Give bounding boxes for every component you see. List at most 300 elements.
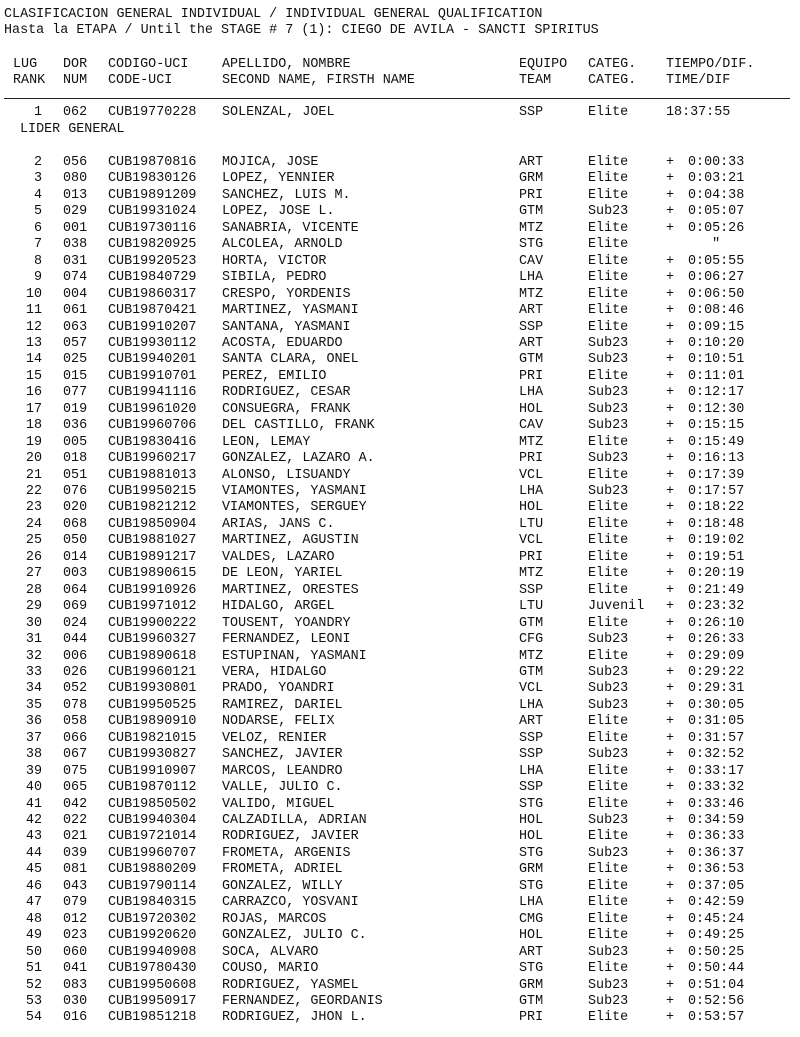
team: LHA <box>519 697 544 713</box>
uci-code: CUB19881013 <box>108 467 197 483</box>
bib-number: 012 <box>63 911 88 927</box>
team: HOL <box>519 401 544 417</box>
gap-plus-sign: + <box>666 648 675 664</box>
time-gap <box>666 698 744 715</box>
gap-plus-sign: + <box>666 253 675 269</box>
gap-plus-sign: + <box>666 730 675 746</box>
time-gap <box>666 320 744 337</box>
rider-name: LEON, LEMAY <box>222 434 311 450</box>
gap-plus-sign: + <box>666 270 675 286</box>
time-gap <box>666 566 744 583</box>
category: Elite <box>588 780 629 796</box>
gap-plus-sign: + <box>666 582 675 598</box>
rank: 35 <box>25 697 42 713</box>
time-gap <box>666 254 744 271</box>
bib-number: 042 <box>63 796 88 812</box>
column-header-row-es <box>0 57 800 73</box>
gap-value: 0:50:25 <box>688 944 745 960</box>
rider-name: ESTUPINAN, YASMANI <box>222 648 367 664</box>
bib-number: 036 <box>63 418 88 434</box>
table-row <box>0 698 800 715</box>
time-gap <box>666 451 744 468</box>
team: CAV <box>519 418 544 434</box>
table-row <box>0 484 800 501</box>
category: Elite <box>588 878 629 894</box>
uci-code: CUB19890618 <box>108 648 197 664</box>
table-row <box>0 517 800 534</box>
table-row <box>0 402 800 419</box>
rank: 52 <box>25 977 42 993</box>
table-row <box>0 895 800 912</box>
time-gap <box>666 336 744 353</box>
rider-name: DEL CASTILLO, FRANK <box>222 418 375 434</box>
rider-name: VIAMONTES, SERGUEY <box>222 500 367 516</box>
category: Sub23 <box>588 845 629 861</box>
rank: 48 <box>25 911 42 927</box>
team: VCL <box>519 467 544 483</box>
team: MTZ <box>519 566 544 582</box>
rider-name: SANTANA, YASMANI <box>222 319 351 335</box>
bib-number: 079 <box>63 895 88 911</box>
bib-number: 038 <box>63 237 88 253</box>
team: HOL <box>519 500 544 516</box>
table-row <box>0 500 800 517</box>
gap-plus-sign: + <box>666 829 675 845</box>
rank: 8 <box>33 253 42 269</box>
rider-name: LOPEZ, YENNIER <box>222 171 335 187</box>
bib-number: 023 <box>63 928 88 944</box>
bib-number: 062 <box>63 105 88 120</box>
rider-name: MARCOS, LEANDRO <box>222 763 343 779</box>
total-time: 18:37:55 <box>666 105 731 120</box>
bib-number: 044 <box>63 632 88 648</box>
bib-number: 069 <box>63 599 88 615</box>
team: LHA <box>519 270 544 286</box>
rider-name: VIAMONTES, YASMANI <box>222 484 367 499</box>
team: MTZ <box>519 220 544 236</box>
team: VCL <box>519 681 544 697</box>
bib-number: 074 <box>63 270 88 286</box>
gap-value: 0:04:38 <box>688 187 745 203</box>
rank: 53 <box>25 993 42 1009</box>
rank: 38 <box>25 747 42 763</box>
rider-name: VALLE, JULIO C. <box>222 780 343 796</box>
rank: 29 <box>25 599 42 615</box>
gap-value: " <box>688 237 721 253</box>
table-row <box>0 829 800 846</box>
team: STG <box>519 878 544 894</box>
rank: 46 <box>25 878 42 894</box>
time-gap <box>666 500 744 517</box>
rider-name: VELOZ, RENIER <box>222 730 327 746</box>
rank: 20 <box>25 451 42 467</box>
gap-plus-sign: + <box>666 418 675 434</box>
team: PRI <box>519 368 544 384</box>
uci-code: CUB19891217 <box>108 549 197 565</box>
gap-plus-sign: + <box>666 928 675 944</box>
rider-name: COUSO, MARIO <box>222 961 319 977</box>
rank: 2 <box>33 155 42 170</box>
uci-code: CUB19931024 <box>108 204 197 220</box>
table-row <box>0 550 800 567</box>
bib-number: 020 <box>63 500 88 516</box>
bib-number: 015 <box>63 368 88 384</box>
rider-name: SANTA CLARA, ONEL <box>222 352 359 368</box>
rider-name: GONZALEZ, JULIO C. <box>222 928 367 944</box>
gap-plus-sign: + <box>666 681 675 697</box>
rank: 37 <box>25 730 42 746</box>
time-gap <box>666 517 744 534</box>
leader-row <box>0 105 800 122</box>
bib-number: 063 <box>63 319 88 335</box>
table-row <box>0 352 800 369</box>
gap-plus-sign: + <box>666 977 675 993</box>
gap-value: 0:19:51 <box>688 549 745 565</box>
uci-code: CUB19821212 <box>108 500 197 516</box>
document-title: CLASIFICACION GENERAL INDIVIDUAL / INDIVIDUAL GENERAL QUALIFICATION <box>4 7 543 22</box>
team: STG <box>519 237 544 253</box>
category: Sub23 <box>588 664 629 680</box>
rider-name: ALONSO, LISUANDY <box>222 467 351 483</box>
uci-code: CUB19971012 <box>108 599 197 615</box>
table-row <box>0 237 800 254</box>
rider-name: GONZALEZ, LAZARO A. <box>222 451 375 467</box>
rank: 32 <box>25 648 42 664</box>
time-gap <box>666 171 744 188</box>
uci-code: CUB19830416 <box>108 434 197 450</box>
uci-code: CUB19950215 <box>108 484 197 499</box>
uci-code: CUB19941116 <box>108 385 197 401</box>
bib-number: 050 <box>63 533 88 549</box>
rider-name: MARTINEZ, YASMANI <box>222 303 359 319</box>
gap-value: 0:31:57 <box>688 730 745 746</box>
team: HOL <box>519 829 544 845</box>
rider-name: RODRIGUEZ, JAVIER <box>222 829 359 845</box>
rider-name: RAMIREZ, DARIEL <box>222 697 343 713</box>
category: Elite <box>588 270 629 286</box>
bib-number: 051 <box>63 467 88 483</box>
rank: 18 <box>25 418 42 434</box>
bib-number: 058 <box>63 714 88 730</box>
gap-plus-sign: + <box>666 385 675 401</box>
bib-number: 030 <box>63 993 88 1009</box>
rank: 41 <box>25 796 42 812</box>
table-row <box>0 780 800 797</box>
rank: 17 <box>25 401 42 417</box>
uci-code: CUB19960217 <box>108 451 197 467</box>
team: CMG <box>519 911 544 927</box>
time-gap <box>666 879 744 896</box>
uci-code: CUB19930827 <box>108 747 197 763</box>
gap-value: 0:29:22 <box>688 664 745 680</box>
rank: 30 <box>25 615 42 631</box>
team: HOL <box>519 813 544 828</box>
uci-code: CUB19950525 <box>108 697 197 713</box>
time-gap <box>666 155 744 172</box>
rider-name: ALCOLEA, ARNOLD <box>222 237 343 253</box>
rider-name: NODARSE, FELIX <box>222 714 335 730</box>
time-gap <box>666 714 744 731</box>
table-row <box>0 912 800 929</box>
bib-number: 025 <box>63 352 88 368</box>
header-code-uci: CODE-UCI <box>108 73 173 88</box>
bib-number: 075 <box>63 763 88 779</box>
bib-number: 076 <box>63 484 88 499</box>
category: Elite <box>588 714 629 730</box>
table-row <box>0 336 800 353</box>
bib-number: 060 <box>63 944 88 960</box>
header-divider <box>4 98 790 99</box>
uci-code: CUB19840315 <box>108 895 197 911</box>
category: Elite <box>588 187 629 203</box>
rider-name: HORTA, VICTOR <box>222 253 327 269</box>
time-gap <box>666 270 744 287</box>
rank: 21 <box>25 467 42 483</box>
gap-value: 0:05:07 <box>688 204 745 220</box>
time-gap <box>666 649 744 666</box>
rank: 40 <box>25 780 42 796</box>
uci-code: CUB19821015 <box>108 730 197 746</box>
time-gap <box>666 533 744 550</box>
header-uci: CODIGO-UCI <box>108 57 189 72</box>
uci-code: CUB19910207 <box>108 319 197 335</box>
team: ART <box>519 944 544 960</box>
uci-code: CUB19940304 <box>108 813 197 828</box>
uci-code: CUB19950917 <box>108 993 197 1009</box>
gap-value: 0:32:52 <box>688 747 745 763</box>
bib-number: 031 <box>63 253 88 269</box>
table-row <box>0 303 800 320</box>
header-dor: DOR <box>63 57 88 72</box>
bib-number: 024 <box>63 615 88 631</box>
uci-code: CUB19960707 <box>108 845 197 861</box>
uci-code: CUB19830126 <box>108 171 197 187</box>
gap-value: 0:36:37 <box>688 845 745 861</box>
bib-number: 004 <box>63 286 88 302</box>
category: Elite <box>588 171 629 187</box>
gap-value: 0:53:57 <box>688 1010 745 1026</box>
rank: 3 <box>33 171 42 187</box>
rank: 31 <box>25 632 42 648</box>
uci-code: CUB19930112 <box>108 335 197 351</box>
header-team: EQUIPO <box>519 57 568 72</box>
gap-value: 0:11:01 <box>688 368 745 384</box>
team: VCL <box>519 533 544 549</box>
time-gap <box>666 402 744 419</box>
table-row <box>0 418 800 435</box>
gap-plus-sign: + <box>666 664 675 680</box>
bib-number: 064 <box>63 582 88 598</box>
category: Sub23 <box>588 813 629 828</box>
gap-plus-sign: + <box>666 500 675 516</box>
time-gap <box>666 764 744 781</box>
rider-name: HIDALGO, ARGEL <box>222 599 335 615</box>
gap-plus-sign: + <box>666 813 675 828</box>
table-row <box>0 945 800 962</box>
category: Elite <box>588 253 629 269</box>
category: Elite <box>588 533 629 549</box>
rider-name: FROMETA, ARGENIS <box>222 845 351 861</box>
time-gap <box>666 632 744 649</box>
rider-name: GONZALEZ, WILLY <box>222 878 343 894</box>
category: Elite <box>588 500 629 516</box>
table-row <box>0 813 800 830</box>
table-row <box>0 616 800 633</box>
gap-value: 0:03:21 <box>688 171 745 187</box>
gap-plus-sign: + <box>666 335 675 351</box>
time-gap <box>666 846 744 863</box>
gap-plus-sign: + <box>666 714 675 730</box>
rank: 5 <box>33 204 42 220</box>
gap-value: 0:17:57 <box>688 484 745 499</box>
gap-value: 0:18:48 <box>688 516 745 532</box>
team: GTM <box>519 664 544 680</box>
rank: 36 <box>25 714 42 730</box>
table-row <box>0 714 800 731</box>
rank: 6 <box>33 220 42 236</box>
uci-code: CUB19891209 <box>108 187 197 203</box>
category: Elite <box>588 303 629 319</box>
rider-name: RODRIGUEZ, YASMEL <box>222 977 359 993</box>
rider-name: FERNANDEZ, GEORDANIS <box>222 993 383 1009</box>
rider-name: SANCHEZ, JAVIER <box>222 747 343 763</box>
bib-number: 068 <box>63 516 88 532</box>
time-gap <box>666 945 744 962</box>
team: GRM <box>519 862 544 878</box>
rank: 7 <box>33 237 42 253</box>
time-gap <box>666 829 744 846</box>
team: MTZ <box>519 434 544 450</box>
table-row <box>0 747 800 764</box>
team: LHA <box>519 385 544 401</box>
rider-name: RODRIGUEZ, CESAR <box>222 385 351 401</box>
gap-value: 0:26:33 <box>688 632 745 648</box>
team: STG <box>519 796 544 812</box>
bib-number: 022 <box>63 813 88 828</box>
rider-name: DE LEON, YARIEL <box>222 566 343 582</box>
gap-value: 0:12:17 <box>688 385 745 401</box>
uci-code: CUB19721014 <box>108 829 197 845</box>
gap-value: 0:50:44 <box>688 961 745 977</box>
team: PRI <box>519 187 544 203</box>
time-gap <box>666 862 744 879</box>
rank: 11 <box>25 303 42 319</box>
team: GTM <box>519 615 544 631</box>
gap-value: 0:20:19 <box>688 566 745 582</box>
category: Elite <box>588 648 629 664</box>
gap-value: 0:10:51 <box>688 352 745 368</box>
team: SSP <box>519 105 544 120</box>
team: LHA <box>519 763 544 779</box>
time-gap <box>666 435 744 452</box>
table-row <box>0 204 800 221</box>
time-gap <box>666 912 744 929</box>
rank: 13 <box>25 335 42 351</box>
bib-number: 021 <box>63 829 88 845</box>
uci-code: CUB19900222 <box>108 615 197 631</box>
gap-plus-sign: + <box>666 286 675 302</box>
category: Elite <box>588 961 629 977</box>
header-time-dif: TIME/DIF <box>666 73 731 88</box>
time-gap <box>666 731 744 748</box>
rider-name: CONSUEGRA, FRANK <box>222 401 351 417</box>
team: LTU <box>519 599 544 615</box>
gap-plus-sign: + <box>666 862 675 878</box>
table-row <box>0 599 800 616</box>
category: Sub23 <box>588 385 629 401</box>
rider-name: CALZADILLA, ADRIAN <box>222 813 367 828</box>
gap-plus-sign: + <box>666 697 675 713</box>
uci-code: CUB19840729 <box>108 270 197 286</box>
category: Elite <box>588 155 629 170</box>
team: PRI <box>519 549 544 565</box>
category: Elite <box>588 368 629 384</box>
bib-number: 065 <box>63 780 88 796</box>
rank: 19 <box>25 434 42 450</box>
bib-number: 019 <box>63 401 88 417</box>
gap-value: 0:15:15 <box>688 418 745 434</box>
time-gap <box>666 369 744 386</box>
team: LTU <box>519 516 544 532</box>
uci-code: CUB19961020 <box>108 401 197 417</box>
team: GTM <box>519 993 544 1009</box>
gap-plus-sign: + <box>666 1010 675 1026</box>
category: Elite <box>588 566 629 582</box>
category: Sub23 <box>588 944 629 960</box>
uci-code: CUB19910701 <box>108 368 197 384</box>
category: Sub23 <box>588 632 629 648</box>
uci-code: CUB19920620 <box>108 928 197 944</box>
team: LHA <box>519 895 544 911</box>
table-row <box>0 254 800 271</box>
table-row <box>0 961 800 978</box>
team: ART <box>519 155 544 170</box>
uci-code: CUB19930801 <box>108 681 197 697</box>
category: Elite <box>588 237 629 253</box>
table-row <box>0 846 800 863</box>
bib-number: 077 <box>63 385 88 401</box>
time-gap <box>666 780 744 797</box>
bib-number: 052 <box>63 681 88 697</box>
gap-value: 0:12:30 <box>688 401 745 417</box>
gap-plus-sign: + <box>666 845 675 861</box>
rank: 9 <box>33 270 42 286</box>
bib-number: 066 <box>63 730 88 746</box>
team: GRM <box>519 171 544 187</box>
rank: 1 <box>33 105 42 120</box>
bib-number: 013 <box>63 187 88 203</box>
table-row <box>0 681 800 698</box>
time-gap <box>666 221 744 238</box>
rank: 42 <box>25 813 42 828</box>
team: ART <box>519 714 544 730</box>
rank: 14 <box>25 352 42 368</box>
bib-number: 005 <box>63 434 88 450</box>
gap-value: 0:23:32 <box>688 599 745 615</box>
gap-value: 0:19:02 <box>688 533 745 549</box>
rank: 39 <box>25 763 42 779</box>
uci-code: CUB19960706 <box>108 418 197 434</box>
time-gap <box>666 237 720 254</box>
gap-value: 0:37:05 <box>688 878 745 894</box>
category: Sub23 <box>588 977 629 993</box>
gap-value: 0:05:26 <box>688 220 745 236</box>
uci-code: CUB19770228 <box>108 105 197 120</box>
gap-value: 0:45:24 <box>688 911 745 927</box>
time-gap <box>666 583 744 600</box>
rank: 10 <box>25 286 42 302</box>
rider-name: SOCA, ALVARO <box>222 944 319 960</box>
